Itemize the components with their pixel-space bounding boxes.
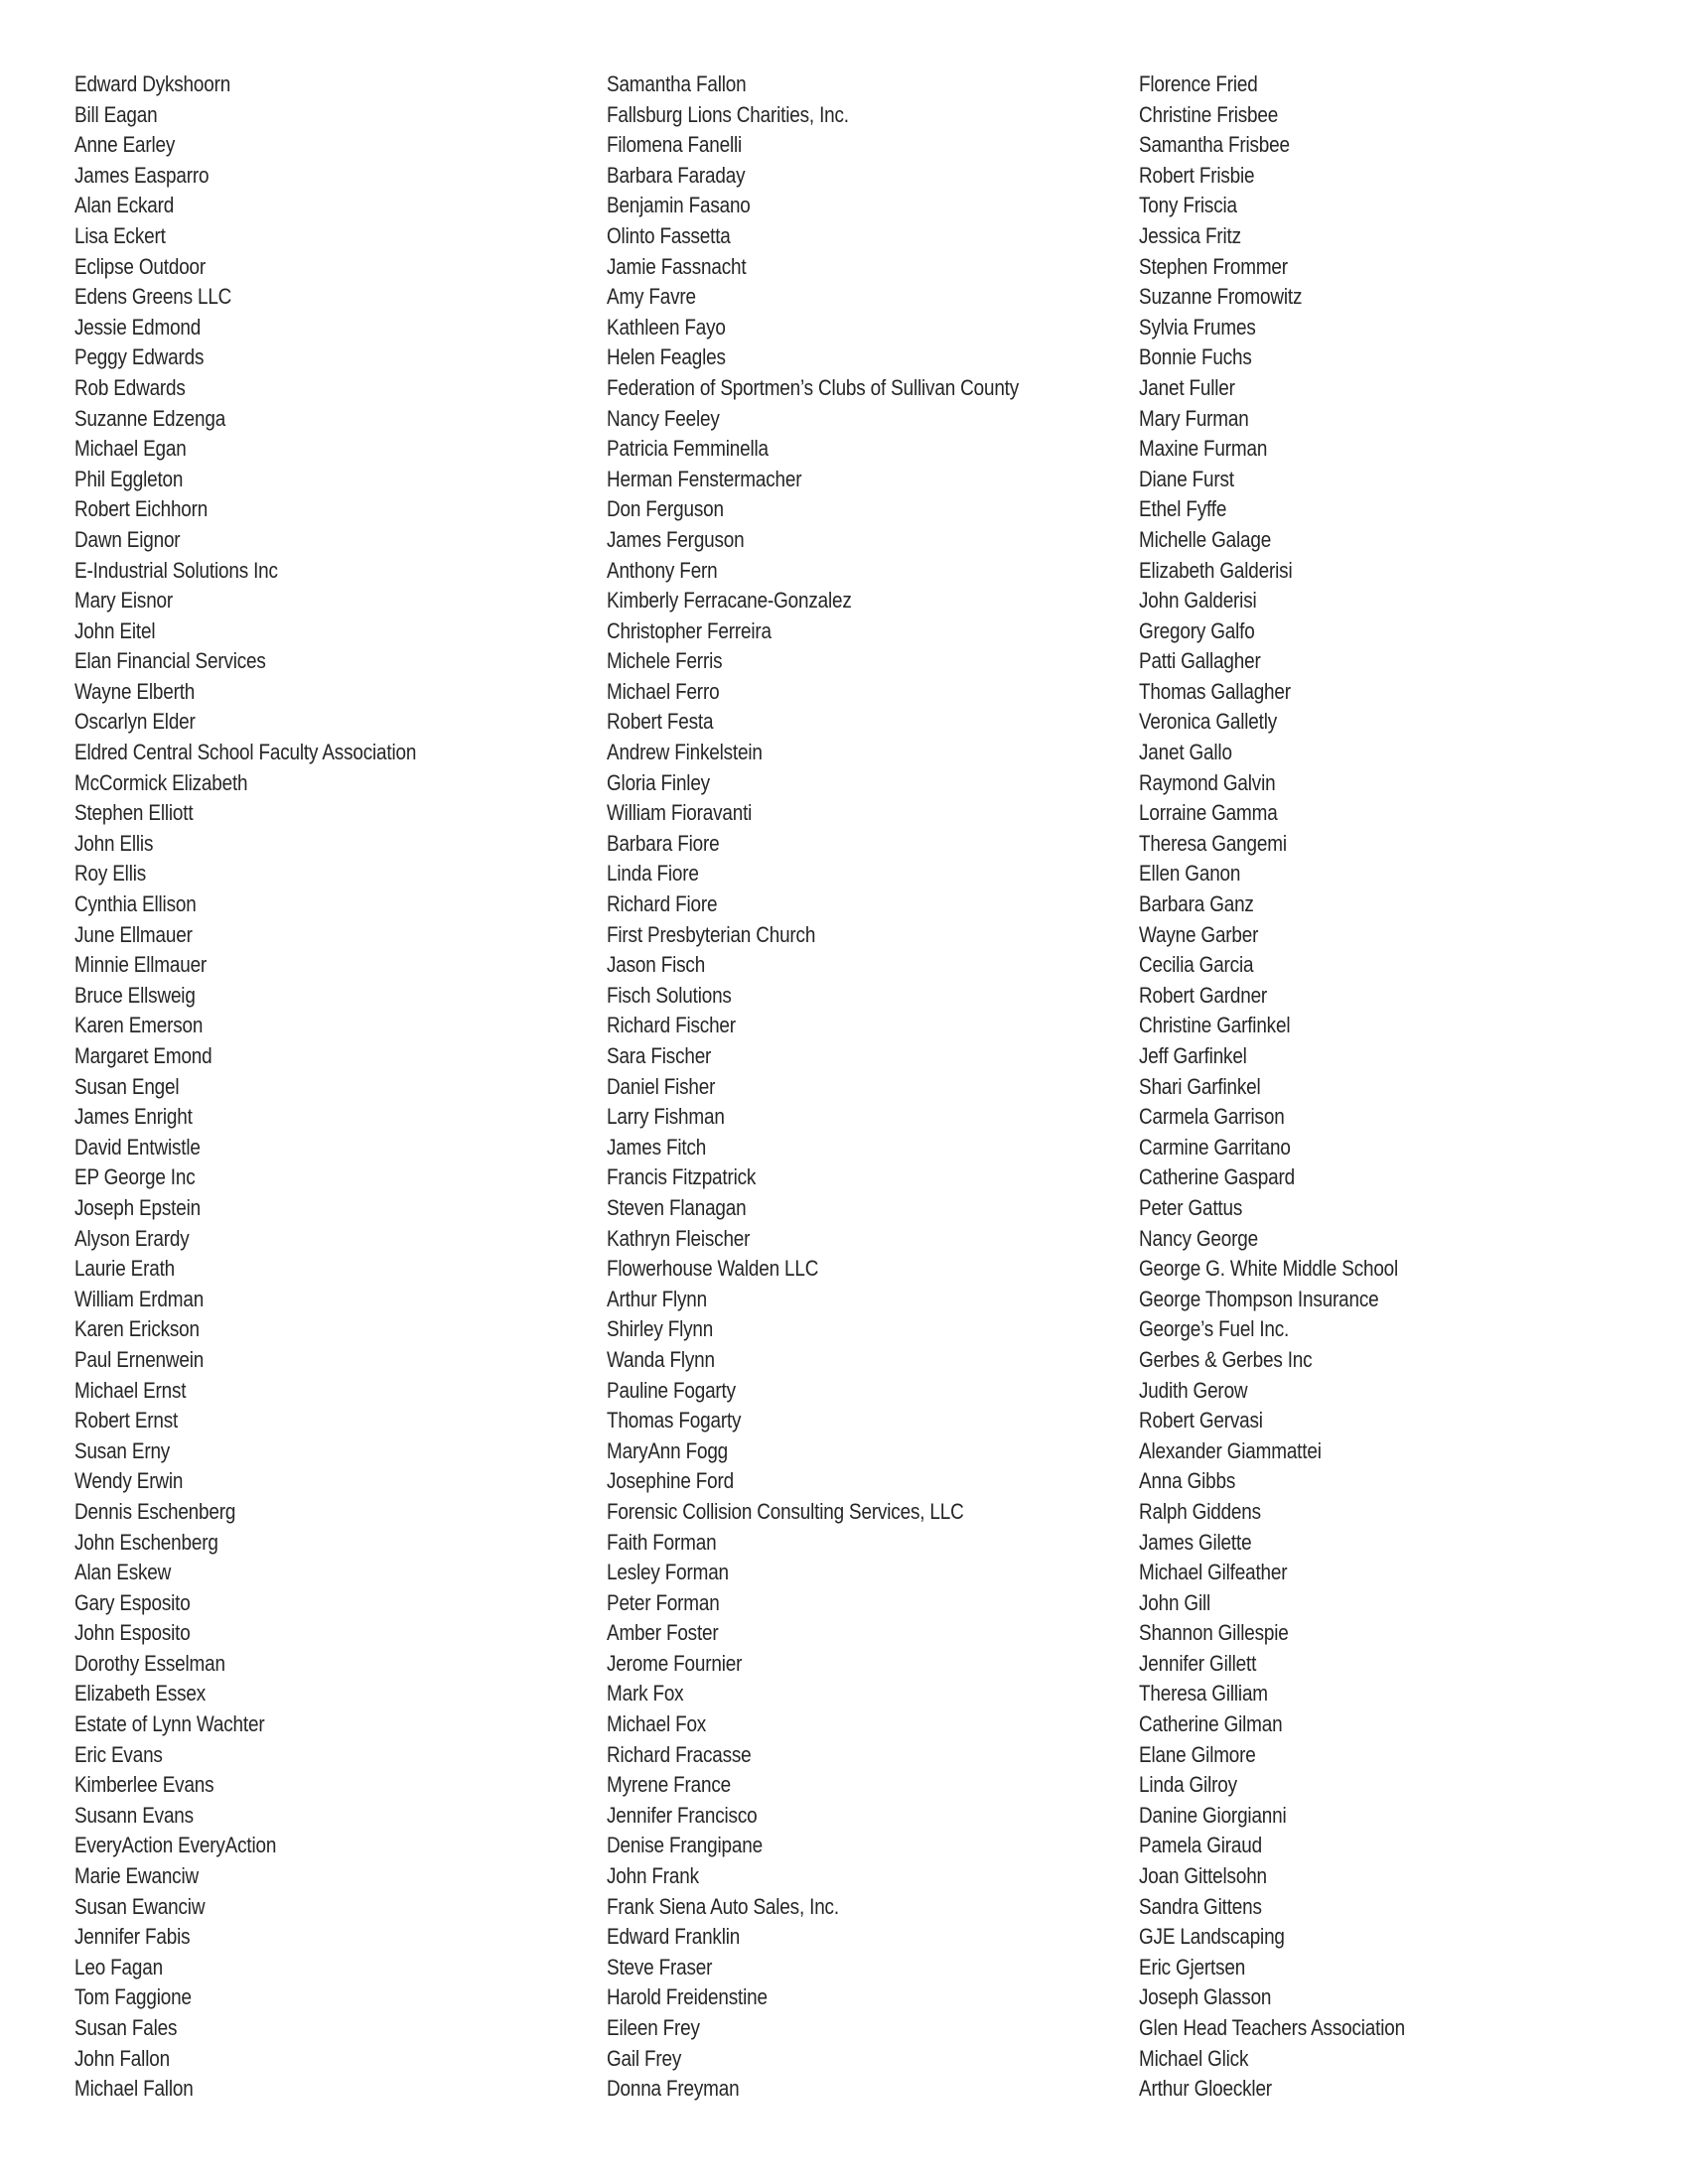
donor-name: GJE Landscaping bbox=[1139, 1924, 1285, 1950]
donor-name: Anthony Fern bbox=[607, 557, 718, 583]
donor-name: Susan Fales bbox=[74, 2015, 178, 2040]
donor-name: Dennis Eschenberg bbox=[74, 1498, 236, 1524]
donor-name: Laurie Erath bbox=[74, 1256, 176, 1282]
donor-name: Rob Edwards bbox=[74, 374, 186, 400]
donor-name: David Entwistle bbox=[74, 1134, 201, 1160]
donor-name: Joan Gittelsohn bbox=[1139, 1863, 1267, 1889]
donor-name: Steven Flanagan bbox=[607, 1194, 747, 1220]
donor-name: Michael Egan bbox=[74, 436, 187, 462]
donor-name: Faith Forman bbox=[607, 1529, 717, 1555]
donor-name: Kimberlee Evans bbox=[74, 1772, 214, 1798]
donor-name: Daniel Fisher bbox=[607, 1073, 716, 1099]
donor-name: William Fioravanti bbox=[607, 800, 753, 826]
donor-name: Frank Siena Auto Sales, Inc. bbox=[607, 1893, 839, 1919]
donor-name: Benjamin Fasano bbox=[607, 193, 751, 218]
donor-name: George’s Fuel Inc. bbox=[1139, 1316, 1290, 1342]
donor-name: Bruce Ellsweig bbox=[74, 982, 196, 1008]
donor-name: Bill Eagan bbox=[74, 101, 158, 127]
donor-name: Francis Fitzpatrick bbox=[607, 1164, 757, 1190]
donor-name: E-Industrial Solutions Inc bbox=[74, 557, 278, 583]
donor-name: Stephen Frommer bbox=[1139, 253, 1288, 279]
donor-name: Jennifer Francisco bbox=[607, 1802, 758, 1828]
donor-name: Michael Ernst bbox=[74, 1377, 187, 1403]
donor-name: Flowerhouse Walden LLC bbox=[607, 1256, 819, 1282]
donor-name: Wayne Garber bbox=[1139, 921, 1259, 947]
donor-name: Christine Frisbee bbox=[1139, 101, 1279, 127]
donor-name: Michele Ferris bbox=[607, 648, 723, 674]
donor-name: John Gill bbox=[1139, 1589, 1211, 1615]
donor-name: Robert Frisbie bbox=[1139, 162, 1255, 188]
donor-name: Nancy Feeley bbox=[607, 405, 720, 431]
donor-name: Edward Dykshoorn bbox=[74, 71, 231, 96]
donor-name: Ellen Ganon bbox=[1139, 861, 1241, 887]
donor-name: Maxine Furman bbox=[1139, 436, 1268, 462]
donor-name: Catherine Gaspard bbox=[1139, 1164, 1295, 1190]
donor-name: James Fitch bbox=[607, 1134, 707, 1160]
donor-name: Steve Fraser bbox=[607, 1954, 713, 1979]
donor-name: Wanda Flynn bbox=[607, 1346, 715, 1372]
donor-name: Myrene France bbox=[607, 1772, 731, 1798]
donor-name: Amy Favre bbox=[607, 284, 696, 310]
donor-name: John Frank bbox=[607, 1863, 699, 1889]
donor-name: Eldred Central School Faculty Association bbox=[74, 740, 417, 765]
donor-name: James Enright bbox=[74, 1104, 193, 1130]
donor-name: Jessica Fritz bbox=[1139, 222, 1241, 248]
donor-name: Veronica Galletly bbox=[1139, 709, 1278, 735]
donor-name: Lisa Eckert bbox=[74, 222, 166, 248]
donor-name: Jason Fisch bbox=[607, 952, 706, 978]
donor-name: James Gilette bbox=[1139, 1529, 1252, 1555]
donor-name: Barbara Faraday bbox=[607, 162, 746, 188]
donor-name: George Thompson Insurance bbox=[1139, 1286, 1379, 1311]
donor-name: Catherine Gilman bbox=[1139, 1711, 1283, 1737]
donor-name: Herman Fenstermacher bbox=[607, 466, 802, 491]
donor-name: Thomas Fogarty bbox=[607, 1408, 742, 1433]
donor-name: Samantha Frisbee bbox=[1139, 132, 1290, 158]
donor-name: Michael Ferro bbox=[607, 678, 720, 704]
donor-name: Peter Gattus bbox=[1139, 1194, 1243, 1220]
donor-name: Robert Festa bbox=[607, 709, 714, 735]
donor-name: Nancy George bbox=[1139, 1225, 1258, 1251]
donor-name: Pauline Fogarty bbox=[607, 1377, 736, 1403]
donor-name: Gloria Finley bbox=[607, 769, 710, 795]
donor-name: Amber Foster bbox=[607, 1620, 719, 1646]
donor-name: Minnie Ellmauer bbox=[74, 952, 208, 978]
donor-name: Richard Fischer bbox=[607, 1013, 736, 1038]
donor-name: Patricia Femminella bbox=[607, 436, 769, 462]
donor-name: Eclipse Outdoor bbox=[74, 253, 207, 279]
donor-name: Karen Erickson bbox=[74, 1316, 200, 1342]
donor-name: Peggy Edwards bbox=[74, 344, 205, 370]
donor-name: Susann Evans bbox=[74, 1802, 194, 1828]
donor-name: Anna Gibbs bbox=[1139, 1468, 1236, 1494]
donor-name: Kathryn Fleischer bbox=[607, 1225, 751, 1251]
donor-name: Diane Furst bbox=[1139, 466, 1234, 491]
donor-name: Tom Faggione bbox=[74, 1984, 192, 2010]
donor-name: Elan Financial Services bbox=[74, 648, 266, 674]
donor-name: Mary Eisnor bbox=[74, 588, 174, 614]
donor-name: EP George Inc bbox=[74, 1164, 196, 1190]
donor-name: Suzanne Edzenga bbox=[74, 405, 226, 431]
donor-name: Michael Glick bbox=[1139, 2045, 1249, 2071]
donor-name: Helen Feagles bbox=[607, 344, 726, 370]
donor-name: Marie Ewanciw bbox=[74, 1863, 199, 1889]
donor-name: Jeff Garfinkel bbox=[1139, 1043, 1247, 1068]
donor-name: John Eschenberg bbox=[74, 1529, 218, 1555]
donor-name: Danine Giorgianni bbox=[1139, 1802, 1287, 1828]
donor-name: Alan Eskew bbox=[74, 1560, 172, 1585]
donor-name: Sandra Gittens bbox=[1139, 1893, 1262, 1919]
donor-name: Ralph Giddens bbox=[1139, 1498, 1261, 1524]
donor-name: William Erdman bbox=[74, 1286, 205, 1311]
donor-name: Eric Gjertsen bbox=[1139, 1954, 1246, 1979]
donor-name: Robert Eichhorn bbox=[74, 496, 209, 522]
donor-name: Linda Fiore bbox=[607, 861, 699, 887]
donor-name: Roy Ellis bbox=[74, 861, 147, 887]
donor-name: Estate of Lynn Wachter bbox=[74, 1711, 265, 1737]
donor-name: Samantha Fallon bbox=[607, 71, 747, 96]
donor-name: Gerbes & Gerbes Inc bbox=[1139, 1346, 1313, 1372]
name-column-2 bbox=[607, 69, 1123, 2105]
donor-name: Michael Gilfeather bbox=[1139, 1560, 1288, 1585]
donor-name: Shirley Flynn bbox=[607, 1316, 714, 1342]
donor-name: Alexander Giammattei bbox=[1139, 1437, 1322, 1463]
donor-name: Margaret Emond bbox=[74, 1043, 212, 1068]
donor-name: Andrew Finkelstein bbox=[607, 740, 763, 765]
donor-name: Alyson Erardy bbox=[74, 1225, 190, 1251]
donor-name: Dorothy Esselman bbox=[74, 1650, 225, 1676]
donor-name: Gary Esposito bbox=[74, 1589, 191, 1615]
donor-name: Peter Forman bbox=[607, 1589, 720, 1615]
donor-name: Janet Fuller bbox=[1139, 374, 1235, 400]
donor-name: Raymond Galvin bbox=[1139, 769, 1276, 795]
donor-name: EveryAction EveryAction bbox=[74, 1833, 277, 1858]
donor-name: Phil Eggleton bbox=[74, 466, 184, 491]
donor-name: Janet Gallo bbox=[1139, 740, 1232, 765]
donor-name: Edward Franklin bbox=[607, 1924, 741, 1950]
donor-name: John Galderisi bbox=[1139, 588, 1257, 614]
donor-name: Jamie Fassnacht bbox=[607, 253, 747, 279]
donor-name: Jennifer Gillett bbox=[1139, 1650, 1257, 1676]
donor-name: Paul Ernenwein bbox=[74, 1346, 205, 1372]
donor-name: Pamela Giraud bbox=[1139, 1833, 1262, 1858]
donor-name: MaryAnn Fogg bbox=[607, 1437, 729, 1463]
donor-name: Shari Garfinkel bbox=[1139, 1073, 1261, 1099]
donor-name: Wayne Elberth bbox=[74, 678, 196, 704]
donor-name: Jennifer Fabis bbox=[74, 1924, 191, 1950]
donor-name: Don Ferguson bbox=[607, 496, 724, 522]
donor-name: Joseph Epstein bbox=[74, 1194, 201, 1220]
donor-name: First Presbyterian Church bbox=[607, 921, 816, 947]
donor-name: Kathleen Fayo bbox=[607, 314, 726, 340]
donor-name: Olinto Fassetta bbox=[607, 222, 731, 248]
donor-name: Cecilia Garcia bbox=[1139, 952, 1254, 978]
donor-name: Larry Fishman bbox=[607, 1104, 725, 1130]
donor-name: Elizabeth Galderisi bbox=[1139, 557, 1293, 583]
donor-name: George G. White Middle School bbox=[1139, 1256, 1399, 1282]
donor-name: McCormick Elizabeth bbox=[74, 769, 248, 795]
donor-name: Tony Friscia bbox=[1139, 193, 1237, 218]
donor-name: Eric Evans bbox=[74, 1741, 163, 1767]
donor-name: Oscarlyn Elder bbox=[74, 709, 196, 735]
donor-name: Linda Gilroy bbox=[1139, 1772, 1237, 1798]
donor-name: Sylvia Frumes bbox=[1139, 314, 1256, 340]
donor-name: Susan Ewanciw bbox=[74, 1893, 206, 1919]
donor-name: Susan Erny bbox=[74, 1437, 171, 1463]
donor-name: Michelle Galage bbox=[1139, 526, 1272, 552]
donor-name: Judith Gerow bbox=[1139, 1377, 1248, 1403]
donor-name: Gregory Galfo bbox=[1139, 617, 1255, 643]
donor-name: Barbara Ganz bbox=[1139, 891, 1254, 917]
donor-name: Mark Fox bbox=[607, 1681, 684, 1706]
donor-name: Christine Garfinkel bbox=[1139, 1013, 1291, 1038]
donor-name: Richard Fracasse bbox=[607, 1741, 752, 1767]
donor-name: Robert Ernst bbox=[74, 1408, 179, 1433]
donor-name: Lesley Forman bbox=[607, 1560, 729, 1585]
donor-name: Elane Gilmore bbox=[1139, 1741, 1256, 1767]
donor-name: Thomas Gallagher bbox=[1139, 678, 1291, 704]
name-column-3 bbox=[1139, 69, 1655, 2105]
donor-name: Filomena Fanelli bbox=[607, 132, 743, 158]
donor-name: John Ellis bbox=[74, 830, 154, 856]
donor-name: Patti Gallagher bbox=[1139, 648, 1261, 674]
donor-name: Elizabeth Essex bbox=[74, 1681, 207, 1706]
donor-name: Michael Fox bbox=[607, 1711, 707, 1737]
donor-name: Fallsburg Lions Charities, Inc. bbox=[607, 101, 849, 127]
donor-name: Robert Gervasi bbox=[1139, 1408, 1263, 1433]
donor-name: Cynthia Ellison bbox=[74, 891, 197, 917]
donor-name: Federation of Sportmen’s Clubs of Sullivan County bbox=[607, 374, 1020, 400]
donor-name: Lorraine Gamma bbox=[1139, 800, 1278, 826]
donor-name: Eileen Frey bbox=[607, 2015, 700, 2040]
donor-name: Dawn Eignor bbox=[74, 526, 181, 552]
donor-name: Denise Frangipane bbox=[607, 1833, 763, 1858]
donor-name: Shannon Gillespie bbox=[1139, 1620, 1289, 1646]
donor-name: Ethel Fyffe bbox=[1139, 496, 1227, 522]
donor-name: Arthur Gloeckler bbox=[1139, 2076, 1272, 2102]
donor-name: Arthur Flynn bbox=[607, 1286, 707, 1311]
donor-name: Kimberly Ferracane-Gonzalez bbox=[607, 588, 852, 614]
donor-name: Carmine Garritano bbox=[1139, 1134, 1291, 1160]
donor-name: James Easparro bbox=[74, 162, 210, 188]
donor-name: Karen Emerson bbox=[74, 1013, 204, 1038]
donor-name: Alan Eckard bbox=[74, 193, 175, 218]
donor-name: Theresa Gangemi bbox=[1139, 830, 1287, 856]
donor-name: Bonnie Fuchs bbox=[1139, 344, 1252, 370]
donor-name: Suzanne Fromowitz bbox=[1139, 284, 1303, 310]
donor-name: Leo Fagan bbox=[74, 1954, 163, 1979]
donor-name: Jerome Fournier bbox=[607, 1650, 743, 1676]
donor-name: Barbara Fiore bbox=[607, 830, 720, 856]
donor-name: Edens Greens LLC bbox=[74, 284, 232, 310]
donor-name: Sara Fischer bbox=[607, 1043, 712, 1068]
donor-name: John Eitel bbox=[74, 617, 156, 643]
donor-name: Fisch Solutions bbox=[607, 982, 732, 1008]
donor-name: Josephine Ford bbox=[607, 1468, 735, 1494]
donor-name: Forensic Collision Consulting Services, LLC bbox=[607, 1498, 964, 1524]
donor-name: Stephen Elliott bbox=[74, 800, 194, 826]
donor-name: John Esposito bbox=[74, 1620, 191, 1646]
donor-name: Wendy Erwin bbox=[74, 1468, 184, 1494]
donor-name: James Ferguson bbox=[607, 526, 745, 552]
donor-name: Susan Engel bbox=[74, 1073, 180, 1099]
donor-name: Robert Gardner bbox=[1139, 982, 1268, 1008]
donor-name: Michael Fallon bbox=[74, 2076, 194, 2102]
donor-name: Jessie Edmond bbox=[74, 314, 202, 340]
donor-name: Harold Freidenstine bbox=[607, 1984, 768, 2010]
donor-name: Glen Head Teachers Association bbox=[1139, 2015, 1405, 2040]
donor-name: Christopher Ferreira bbox=[607, 617, 772, 643]
donor-name: Gail Frey bbox=[607, 2045, 682, 2071]
donor-name: Florence Fried bbox=[1139, 71, 1258, 96]
donor-name: Richard Fiore bbox=[607, 891, 718, 917]
donor-name: Joseph Glasson bbox=[1139, 1984, 1272, 2010]
name-column-1 bbox=[74, 69, 591, 2105]
donor-name: Mary Furman bbox=[1139, 405, 1249, 431]
donor-name: Donna Freyman bbox=[607, 2076, 740, 2102]
donor-name: Carmela Garrison bbox=[1139, 1104, 1285, 1130]
donor-name: June Ellmauer bbox=[74, 921, 193, 947]
donor-name: Anne Earley bbox=[74, 132, 176, 158]
donor-name: John Fallon bbox=[74, 2045, 170, 2071]
donor-name: Theresa Gilliam bbox=[1139, 1681, 1268, 1706]
